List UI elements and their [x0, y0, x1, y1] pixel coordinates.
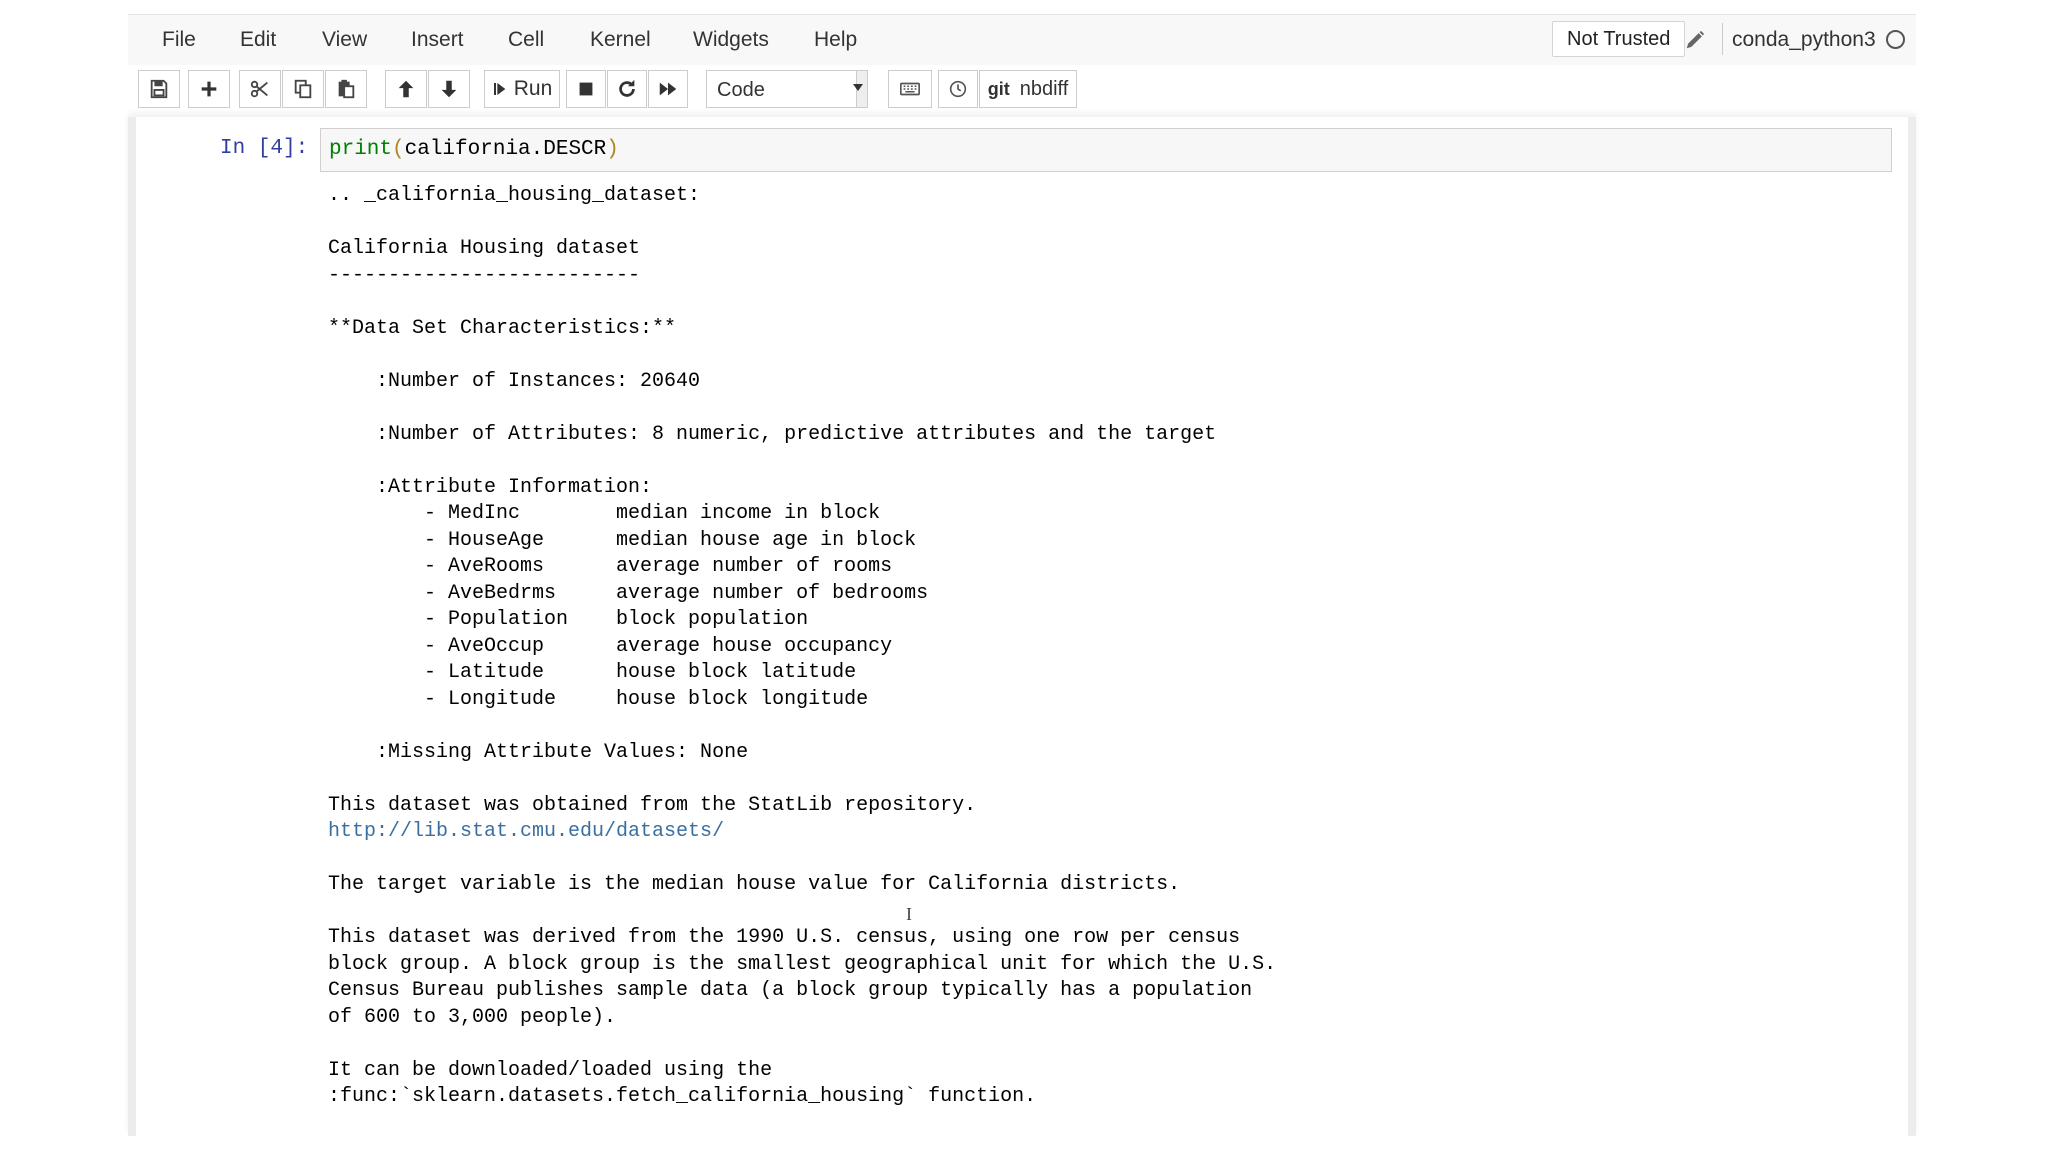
cell-type-select[interactable] [706, 70, 868, 108]
kernel-separator [1722, 23, 1723, 55]
toolbar [128, 68, 1916, 112]
restart-icon [616, 78, 638, 100]
fast-forward-icon [657, 78, 679, 100]
cell-prompt: In [4]: [220, 137, 309, 160]
kernel-name[interactable]: conda_python3 [1732, 28, 1876, 51]
paste-button[interactable] [325, 70, 367, 108]
git-icon: git [987, 78, 1010, 99]
stop-icon [575, 78, 597, 100]
menu-help[interactable]: Help [814, 28, 858, 51]
timer-button[interactable] [938, 70, 978, 108]
save-icon [148, 78, 170, 100]
keyboard-icon [899, 78, 921, 100]
paste-icon [335, 78, 357, 100]
clock-icon [947, 78, 969, 100]
cut-button[interactable] [239, 70, 281, 108]
command-palette-button[interactable] [888, 70, 932, 108]
menu-cell[interactable]: Cell [508, 28, 545, 51]
restart-run-all-button[interactable] [648, 70, 688, 108]
menu-widgets[interactable]: Widgets [693, 28, 769, 51]
save-button[interactable] [138, 70, 180, 108]
code-cell-input[interactable] [320, 128, 1892, 172]
arrow-up-icon [395, 78, 417, 100]
move-up-button[interactable] [385, 70, 427, 108]
arrow-down-icon [438, 78, 460, 100]
nbdiff-button[interactable] [979, 70, 1077, 108]
output-text-before-url: .. _california_housing_dataset: California Housing dataset -------------------------- **Data Set Characteristics:** :Number of Instances: 20640 :Number of Attributes: 8 numeric, predictive attributes and the target :Attribute Information: - MedInc median income in block - HouseAge median house age in block - AveRooms average number of rooms - AveBedrms average number of bedrooms - Population block population - AveOccup average house occupancy - Latitude house block latitude - Longitude house block longitude :Missing Attribute Values: None This dataset was obtained from the StatLib repository. [328, 184, 1217, 817]
output-text-after-url: The target variable is the median house value for California districts. This dataset was derived from the 1990 U.S. census, using one row per census block group. A block group is the smallest geographical unit for which the U.S. Census Bureau publishes sample data (a block group typically has a population of 600 to 3,000 people). It can be downloaded/loaded using the :func:`sklearn.datasets.fetch_california_housing` function. [328, 873, 1277, 1108]
menu-file[interactable]: File [162, 28, 196, 51]
restart-button[interactable] [607, 70, 647, 108]
menu-view[interactable]: View [322, 28, 368, 51]
code-close-paren: ) [606, 138, 619, 161]
code-argument: california.DESCR [404, 138, 607, 161]
output-url-link[interactable]: http://lib.stat.cmu.edu/datasets/ [328, 820, 725, 843]
menu-kernel[interactable]: Kernel [590, 28, 651, 51]
insert-cell-button[interactable] [188, 70, 230, 108]
move-down-button[interactable] [428, 70, 470, 108]
run-label: Run [513, 77, 553, 100]
menu-insert[interactable]: Insert [411, 28, 464, 51]
kernel-idle-icon [1886, 30, 1905, 49]
cut-icon [249, 78, 271, 100]
plus-icon [198, 78, 220, 100]
text-cursor-icon: I [906, 904, 912, 924]
run-icon [492, 81, 508, 97]
code-open-paren: ( [392, 138, 405, 161]
menu-bar [128, 14, 1916, 65]
copy-button[interactable] [282, 70, 324, 108]
copy-icon [292, 78, 314, 100]
not-trusted-badge[interactable]: Not Trusted [1552, 21, 1685, 57]
cell-output [328, 183, 1276, 1111]
code-text [329, 138, 619, 161]
run-button[interactable] [484, 70, 560, 108]
code-function: print [329, 138, 393, 161]
menu-edit[interactable]: Edit [240, 28, 277, 51]
cell-type-value: Code [717, 79, 765, 101]
nbdiff-label: nbdiff [1019, 77, 1069, 100]
pencil-icon[interactable] [1684, 29, 1706, 51]
interrupt-button[interactable] [566, 70, 606, 108]
chevron-down-icon [853, 84, 863, 91]
